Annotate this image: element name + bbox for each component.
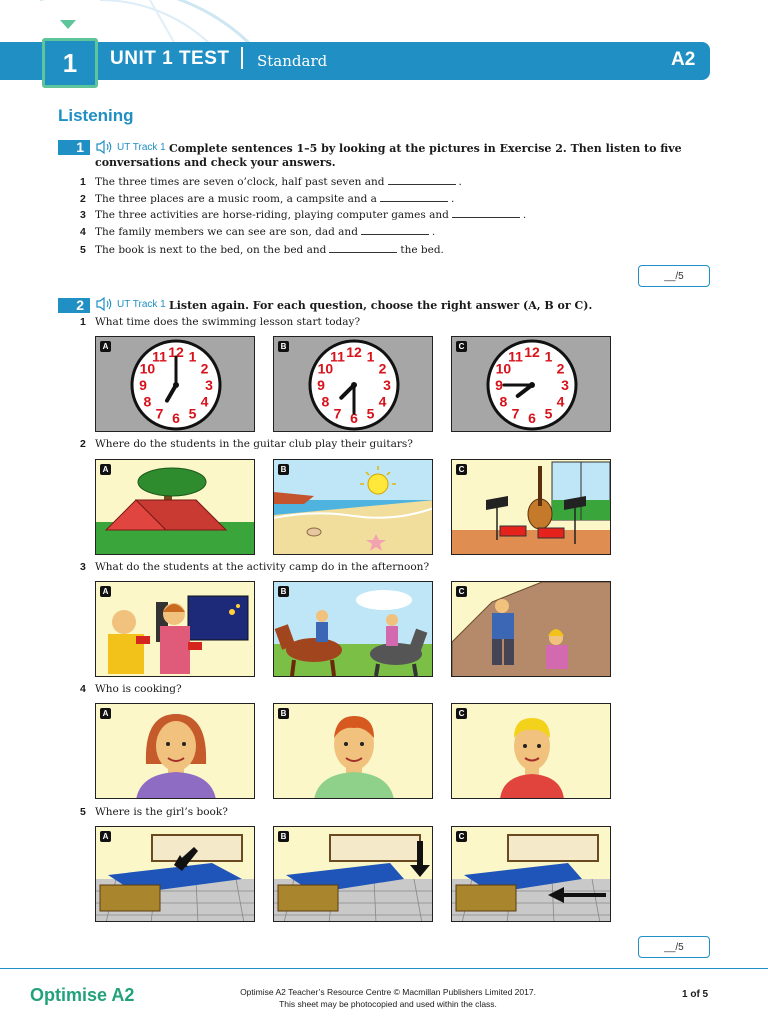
clock-numeral: 2 [556,360,565,377]
q5-option-b-next-to-bed[interactable] [273,826,433,922]
clock-numeral: 5 [188,405,197,422]
exercise-2-number: 2 [58,298,90,313]
climbing-illustration [452,582,611,677]
question-2 [80,438,413,450]
option-label: C [456,464,467,475]
clock-numeral: 7 [333,405,342,422]
option-label: B [278,341,289,352]
option-label: C [456,586,467,597]
answer-blank[interactable] [380,191,448,202]
item-text: The book is next to the bed, on the bed and [95,244,327,256]
exercise-2-audio-track[interactable] [96,297,166,311]
horse-riding-illustration [274,582,433,677]
option-label: C [456,708,467,719]
clock-numeral: 2 [378,360,387,377]
section-heading: Listening [58,106,134,125]
item-number: 3 [80,209,86,221]
clock-icon [96,337,255,432]
header-band [0,42,710,80]
copyright-line-1: Optimise A2 Teacher’s Resource Centre © Macmillan Publishers Limited 2017. [240,987,536,997]
unit-number-badge: 1 [42,38,98,88]
item-text-end: the bed. [400,244,444,256]
question-number: 2 [80,438,86,450]
copyright-line-2: This sheet may be photocopied and used within the class. [279,999,497,1009]
clock-numeral: 3 [383,377,391,393]
option-label: B [278,708,289,719]
q2-option-a-campsite[interactable] [95,459,255,555]
track-label: UT Track 1 [117,298,166,310]
question-5 [80,806,228,818]
item-text-end: . [522,209,527,221]
beach-illustration [274,460,433,555]
clock-numeral: 4 [378,393,387,410]
page-subtitle: Standard [257,52,328,70]
clock-numeral: 7 [155,405,164,422]
question-text: Where is the girl’s book? [95,806,228,818]
item-number: 2 [80,193,86,205]
question-text: What do the students at the activity camp do in the afternoon? [95,561,430,573]
option-label: A [100,708,111,719]
question-text: What time does the swimming lesson start today? [95,316,361,328]
man-portrait-illustration [274,704,433,799]
clock-numeral: 7 [511,405,520,422]
clock-numeral: 1 [544,348,553,365]
exercise-2-instruction: Listen again. For each question, choose the right answer (A, B or C). [169,299,593,312]
clock-numeral: 2 [200,360,209,377]
option-label: A [100,464,111,475]
computer-games-illustration [96,582,255,677]
question-number: 5 [80,806,86,818]
clock-numeral: 11 [330,348,345,365]
clock-numeral: 9 [139,377,147,393]
clock-numeral: 10 [139,360,156,377]
item-number: 5 [80,244,86,256]
clock-pivot [529,382,535,388]
option-label: A [100,341,111,352]
clock-numeral: 12 [346,344,362,360]
q5-option-a-on-bed[interactable] [95,826,255,922]
clock-icon [452,337,611,432]
option-label: A [100,586,111,597]
exercise-1-instruction-cont: conversations and check your answers. [95,156,336,169]
bed-book-next-to-illustration [274,827,433,922]
boy-portrait-illustration [452,704,611,799]
sentence-item-4 [80,224,435,238]
q3-option-c-climbing[interactable] [451,581,611,677]
title-separator [241,47,243,69]
answer-blank[interactable] [329,242,397,253]
clock-numeral: 5 [366,405,375,422]
q5-option-c-under-bed[interactable] [451,826,611,922]
q3-option-b-horse-riding[interactable] [273,581,433,677]
option-label: C [456,831,467,842]
clock-numeral: 6 [172,410,180,426]
page-number: 1 of 5 [682,989,709,1000]
clock-numeral: 11 [508,348,523,365]
level-badge: A2 [671,49,696,70]
speaker-icon [96,297,114,311]
q3-option-a-computer-games[interactable] [95,581,255,677]
bed-book-under-illustration [452,827,611,922]
sentence-item-1 [80,174,462,188]
clock-numeral: 11 [152,348,167,365]
clock-pivot [173,382,179,388]
clock-numeral: 8 [143,393,152,410]
item-text-end: . [450,193,455,205]
clock-numeral: 4 [200,393,209,410]
track-label: UT Track 1 [117,141,166,153]
clock-numeral: 8 [499,393,508,410]
exercise-1-instruction: Complete sentences 1–5 by looking at the pictures in Exercise 2. Then listen to five [169,142,682,155]
question-4 [80,683,182,695]
answer-blank[interactable] [361,224,429,235]
bed-book-on-illustration [96,827,255,922]
speaker-icon [96,140,114,154]
exercise-2-score-box[interactable]: __/5 [638,936,710,958]
clock-numeral: 3 [205,377,213,393]
question-number: 3 [80,561,86,573]
page-corner-arrow-icon [60,20,76,29]
clock-icon [274,337,433,432]
page-title: UNIT 1 TEST [110,48,230,69]
clock-numeral: 5 [544,405,553,422]
question-text: Where do the students in the guitar club play their guitars? [95,438,413,450]
option-label: B [278,586,289,597]
item-number: 4 [80,226,86,238]
question-text: Who is cooking? [95,683,182,695]
option-label: B [278,464,289,475]
item-text-end: . [458,176,462,188]
q1-option-c-clock[interactable] [451,336,611,432]
footer-copyright [210,986,566,1010]
clock-numeral: 1 [366,348,375,365]
clock-numeral: 10 [495,360,512,377]
exercise-1-score-box[interactable]: __/5 [638,265,710,287]
clock-numeral: 12 [168,344,184,360]
clock-numeral: 4 [556,393,565,410]
answer-blank[interactable] [452,207,520,218]
sentence-item-3 [80,207,526,221]
clock-numeral: 3 [561,377,569,393]
exercise-1-audio-track[interactable] [96,140,166,154]
item-text: The three activities are horse-riding, playing computer games and [95,209,449,221]
item-text: The family members we can see are son, dad and [95,226,358,238]
decorative-corner-arcs [0,0,260,44]
question-3 [80,561,429,573]
q1-option-a-clock[interactable] [95,336,255,432]
footer-brand: Optimise A2 [30,985,135,1005]
exercise-1-number: 1 [58,140,90,155]
clock-numeral: 6 [528,410,536,426]
item-number: 1 [80,176,86,188]
clock-numeral: 12 [524,344,540,360]
clock-numeral: 9 [495,377,503,393]
clock-pivot [351,382,357,388]
clock-numeral: 1 [188,348,197,365]
q2-option-b-beach[interactable] [273,459,433,555]
footer-rule [0,968,768,969]
clock-numeral: 8 [321,393,330,410]
clock-numeral: 10 [317,360,334,377]
q4-option-c-boy[interactable] [451,703,611,799]
sentence-item-2 [80,191,454,205]
item-text-end: . [431,226,436,238]
question-number: 1 [80,316,86,328]
question-1 [80,316,360,328]
option-label: A [100,831,111,842]
q1-option-b-clock[interactable] [273,336,433,432]
woman-portrait-illustration [96,704,255,799]
q4-option-a-woman[interactable] [95,703,255,799]
question-number: 4 [80,683,86,695]
clock-numeral: 9 [317,377,325,393]
answer-blank[interactable] [388,174,456,185]
clock-numeral: 6 [350,410,358,426]
item-text: The three places are a music room, a campsite and a [95,193,377,205]
item-text: The three times are seven o’clock, half past seven and [95,176,385,188]
option-label: B [278,831,289,842]
q4-option-b-man[interactable] [273,703,433,799]
sentence-item-5 [80,242,444,256]
q2-option-c-music-room[interactable] [451,459,611,555]
music-room-illustration [452,460,611,555]
campsite-illustration [96,460,255,555]
option-label: C [456,341,467,352]
